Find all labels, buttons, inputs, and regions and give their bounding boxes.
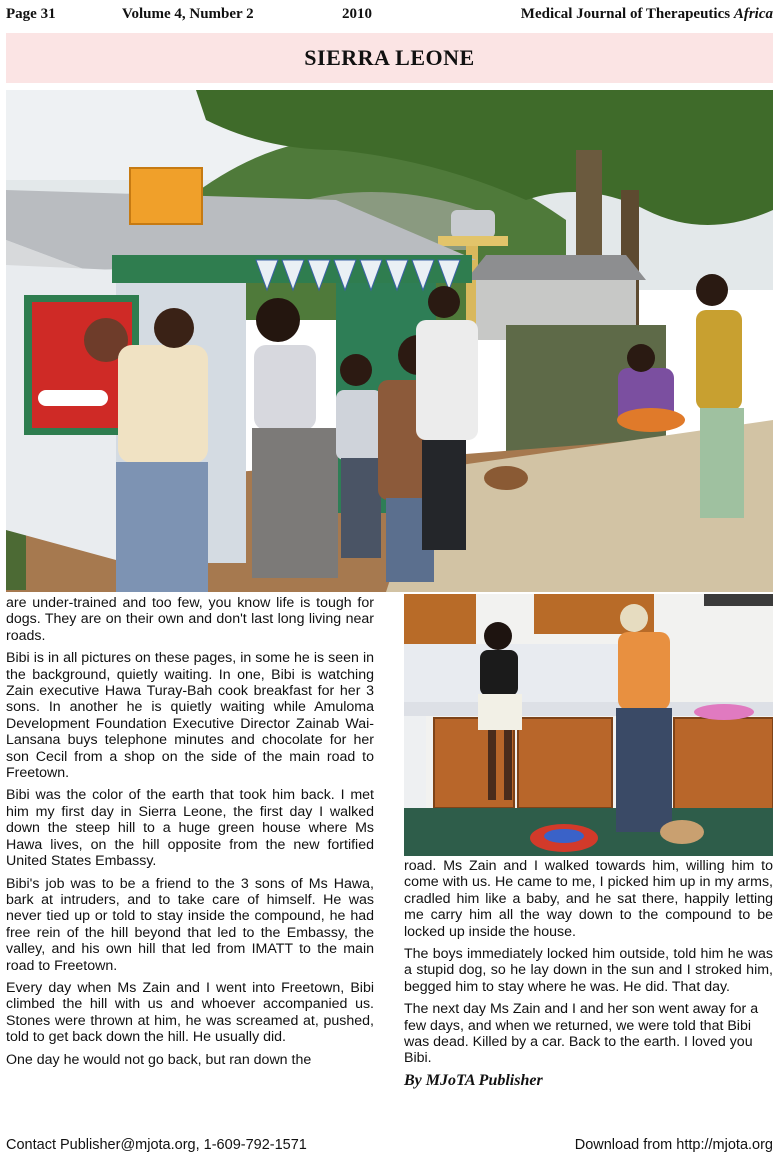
article-paragraph: road. Ms Zain and I walked towards him, willing him to come with us. He came to me, I picked him up in my arms, cradled him like a baby, and he sat there, happily letting me carry him all the way down to the compound to be locked up inside the house. [404,858,773,940]
article-paragraph: Every day when Ms Zain and I went into Freetown, Bibi climbed the hill with us and whoever accompanied us. Stones were thrown at him, he was screamed at, pushed, told to get back down the hill. He usually did. [6,979,374,1046]
journal-name [521,6,773,23]
contact-info[interactable]: Contact Publisher@mjota.org, 1-609-792-1571 [6,1137,307,1153]
article-column-right [404,858,773,1089]
publication-year: 2010 [342,6,372,22]
download-link[interactable]: Download from http://mjota.org [574,1137,773,1153]
journal-region: Africa [733,6,773,22]
page-header [6,6,773,26]
article-paragraph: Bibi's job was to be a friend to the 3 sons of Ms Hawa, bark at intruders, and to take care of himself. He was never tied up or told to stay inside the compound, he had free rein of the hill beyond that led to the Embassy, the valley, and his own hill that led from IMATT to the main road to Freetown. [6,875,374,974]
article-column-left [6,595,374,1074]
article-paragraph: are under-trained and too few, you know life is tough for dogs. They are on their own and don't last long living near roads. [6,595,374,644]
article-paragraph: Bibi was the color of the earth that took him back. I met him my first day in Sierra Leone, the first day I walked down the steep hill to a huge green house where Ms Hawa lives, on the hill opposite from the new fortified United States Embassy. [6,787,374,870]
roadside-shop-photo [6,90,773,592]
journal-title: Medical Journal of Therapeutics [520,6,731,22]
section-title: SIERRA LEONE [304,45,475,70]
photo-kitchen-icon [404,594,773,856]
article-paragraph: One day he would not go back, but ran down the [6,1051,312,1068]
volume-number: Volume 4, Number 2 [122,6,254,22]
article-paragraph: The boys immediately locked him outside, told him he was a stupid dog, so he lay down in the sun and I stroked him, begged him to stay where he was. He did. That day. [404,946,773,995]
article-byline: By MJoTA Publisher [404,1071,543,1089]
article-paragraph: Bibi is in all pictures on these pages, in some he is seen in the background, quietly waiting. In one, Bibi is watching Zain executive Hawa Turay-Bah cook breakfast for her 3 sons. In another he is quietly waiting while Amuloma Development Foundation Executive Director Zainab Wai-Lansana buys telephone minutes and chocolate for her son Cecil from a shop on the side of the main road to Freetown. [6,650,374,782]
article-paragraph: The next day Ms Zain and I and her son went away for a few days, and when we returned, we were told that Bibi was dead. Killed by a car. Back to the earth. I loved you Bibi. [404,1001,759,1067]
kitchen-photo [404,594,773,856]
section-title-bar [6,33,773,83]
page-number: Page 31 [6,6,56,22]
photo-roadside-shop-icon [6,90,773,592]
